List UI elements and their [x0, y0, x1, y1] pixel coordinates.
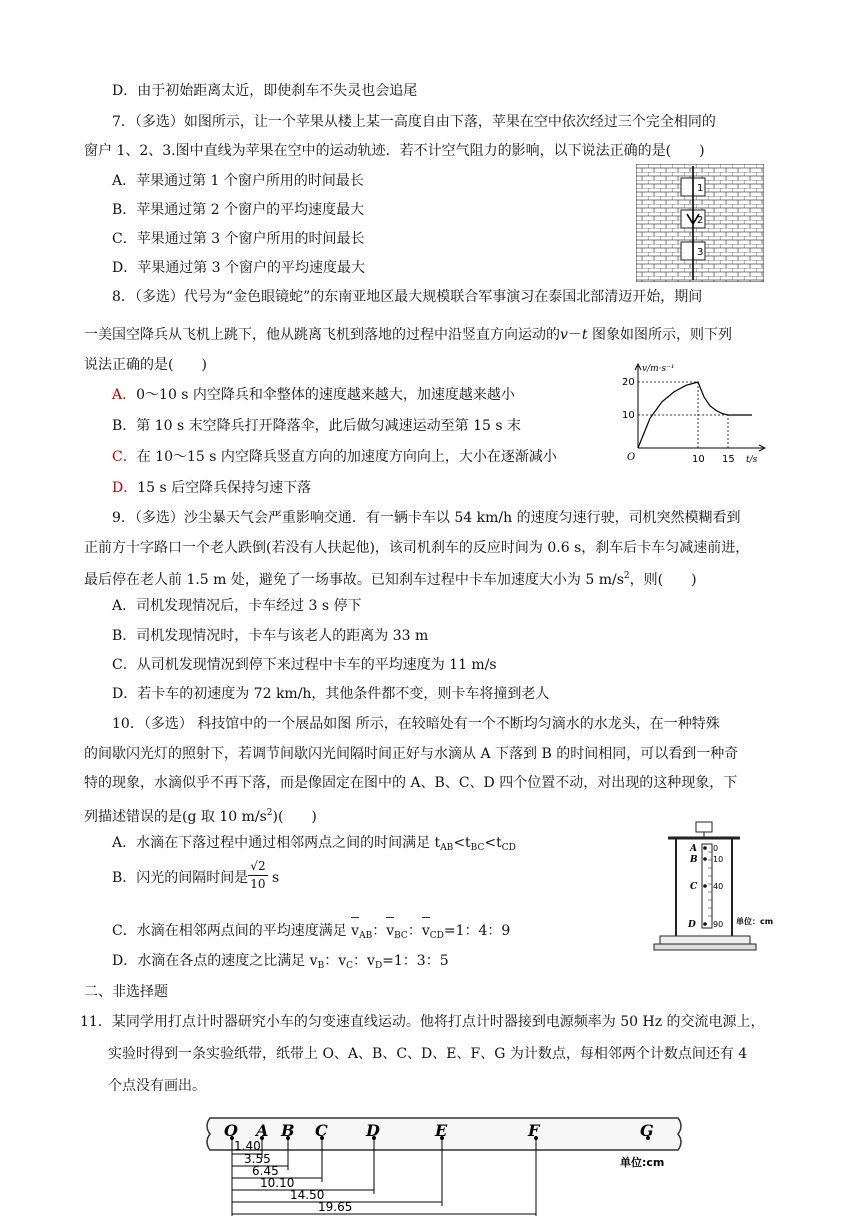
q7-option-a: A．苹果通过第 1 个窗户所用的时间最长	[112, 173, 364, 189]
chart-x-tick-15: 15	[722, 454, 735, 465]
q11-stem-line1: 11．某同学用打点计时器研究小车的匀变速直线运动。他将打点计时器接到电源频率为 50 Hz 的交流电源上，	[80, 1014, 765, 1030]
drop-point-b: B	[690, 855, 698, 865]
q9-option-a: A．司机发现情况后，卡车经过 3 s 停下	[112, 598, 362, 614]
tape-point-e: E	[435, 1121, 448, 1140]
q11-stem-line3: 个点没有画出。	[108, 1078, 206, 1094]
q10-drip-apparatus-figure	[652, 820, 792, 956]
drop-point-a: A	[690, 844, 697, 854]
section-heading: 二、非选择题	[84, 984, 168, 1000]
tape-point-c: C	[315, 1121, 328, 1140]
q10-option-c: C．水滴在相邻两点间的平均速度满足 $v_{AB}$：$v_{BC}$：$v_{CD}=1$：4：9	[112, 923, 511, 941]
tape-distance-1: 1.40	[234, 1139, 261, 1153]
window-label-1: 1	[697, 183, 704, 194]
q7-option-d: D．苹果通过第 3 个窗户的平均速度最大	[112, 260, 366, 276]
drop-point-d: D	[688, 920, 696, 930]
q10-stem-line3: 特的现象，水滴似乎不再下落，而是像固定在图中的 A、B、C、D 四个位置不动，对出现的这种现象，下	[84, 775, 738, 791]
faucet-head	[696, 822, 712, 832]
tape-point-g: G	[640, 1121, 654, 1140]
q10-stem-line2: 的间歇闪光灯的照射下，若调节间歇闪光间隔时间正好与水滴从 A 下落到 B 的时间相同，可以看到一种奇	[84, 746, 739, 762]
tape-point-a: A	[256, 1121, 269, 1140]
q8-stem-line2: 一美国空降兵从飞机上跳下，他从跳离飞机到落地的过程中沿竖直方向运动的v－t 图象如图所示，则下列	[84, 327, 733, 343]
tape-distance-3: 6.45	[252, 1164, 279, 1178]
window-label-2: 2	[697, 215, 704, 226]
q8-stem-line1: 8．（多选）代号为“金色眼镜蛇”的东南亚地区最大规模联合军事演习在泰国北部清迈开始，期间	[112, 289, 703, 305]
q11-stem-line2: 实验时得到一条实验纸带，纸带上 O、A、B、C、D、E、F、G 为计数点，每相邻两个计数点间还有 4	[108, 1046, 748, 1062]
unit-label: 单位：cm	[736, 917, 774, 926]
q9-stem-line2: 正前方十字路口一个老人跌倒(若没有人扶起他)，该司机刹车的反应时间为 0.6 s，刹车后卡车匀减速前进，	[84, 540, 750, 556]
q9-option-b: B．司机发现情况时，卡车与该老人的距离为 33 m	[112, 628, 429, 644]
drop-point-c: C	[690, 882, 698, 892]
tape-point-b: B	[281, 1121, 295, 1140]
q8-option-c: C．在 10～15 s 内空降兵竖直方向的加速度方向向上，大小在逐渐减小	[112, 449, 557, 465]
q8-option-d: D．15 s 后空降兵保持匀速下落	[112, 480, 312, 496]
chart-y-tick-10: 10	[622, 410, 635, 421]
ruler-mark-90: 90	[713, 920, 724, 929]
tape-distance-5: 14.50	[290, 1188, 325, 1202]
ruler-mark-40: 40	[713, 882, 724, 891]
q10-option-b: B．闪光的间隔时间是 $\frac{√2}{10}$ s	[112, 859, 280, 891]
q6-option-d: D．由于初始距离太近，即使刹车不失灵也会追尾	[112, 83, 418, 99]
tape-point-f: F	[528, 1121, 540, 1140]
q9-stem-line3: 最后停在老人前 1.5 m 处，避免了一场事故。已知刹车过程中卡车加速度大小为 5 $m/s^2$，则( )	[84, 571, 697, 588]
tape-point-o: O	[224, 1121, 238, 1140]
q8-vt-chart	[618, 360, 770, 466]
tape-distance-4: 10.10	[260, 1176, 295, 1190]
base-plate	[660, 936, 750, 944]
q10-option-a: A．水滴在下落过程中通过相邻两点之间的时间满足 $t_{AB}<t_{BC}<t_{CD}$	[112, 835, 516, 853]
chart-origin-label: O	[627, 452, 636, 463]
q8-option-b: B．第 10 s 末空降兵打开降落伞，此后做匀减速运动至第 15 s 末	[112, 418, 521, 434]
q9-option-c: C．从司机发现情况到停下来过程中卡车的平均速度为 11 m/s	[112, 657, 497, 673]
q8-option-a: A．0～10 s 内空降兵和伞整体的速度越来越大，加速度越来越小	[112, 387, 515, 403]
q7-option-b: B．苹果通过第 2 个窗户的平均速度最大	[112, 202, 365, 218]
q10-stem-line1: 10．（多选） 科技馆中的一个展品如图 所示，在较暗处有一个不断均匀滴水的水龙头，在一种特殊	[112, 716, 720, 732]
q9-option-d: D．若卡车的初速度为 72 km/h，其他条件都不变，则卡车将撞到老人	[112, 686, 550, 702]
ruler-mark-10: 10	[713, 855, 724, 864]
tape-point-d: D	[366, 1121, 380, 1140]
q9-stem-line1: 9．（多选）沙尘暴天气会严重影响交通．有一辆卡车以 54 km/h 的速度匀速行驶，司机突然模糊看到	[112, 510, 741, 526]
fraction: $\frac{√2}{10}$	[250, 859, 266, 891]
q10-stem-line4: 列描述错误的是(g 取 10 $m/s^2$)( )	[84, 808, 317, 825]
chart-x-tick-10: 10	[692, 454, 705, 465]
ruler-mark-0: 0	[713, 844, 719, 853]
chart-x-label: t/s	[746, 455, 758, 465]
tape-distance-6: 19.65	[318, 1200, 353, 1214]
q11-paper-tape-figure	[200, 1116, 694, 1216]
tape-distance-2: 3.55	[244, 1152, 271, 1166]
q7-stem-line1: 7．（多选）如图所示，让一个苹果从楼上某一高度自由下落，苹果在空中依次经过三个完全相同的	[112, 114, 716, 130]
q10-option-d: D．水滴在各点的速度之比满足 $v_B$：$v_C$：$v_D=1$：3：5	[112, 953, 449, 971]
chart-y-label: v/m·s⁻¹	[642, 364, 675, 374]
q7-brick-wall-figure	[636, 164, 764, 282]
window-label-3: 3	[697, 247, 704, 258]
tape-unit-label: 单位:cm	[620, 1156, 665, 1169]
chart-y-tick-20: 20	[622, 377, 635, 388]
q7-option-c: C．苹果通过第 3 个窗户所用的时间最长	[112, 231, 365, 247]
q7-stem-line2: 窗户 1、2、3.图中直线为苹果在空中的运动轨迹．若不计空气阻力的影响，以下说法正确的是( )	[84, 143, 705, 159]
q8-stem-line3: 说法正确的是( )	[84, 357, 207, 373]
